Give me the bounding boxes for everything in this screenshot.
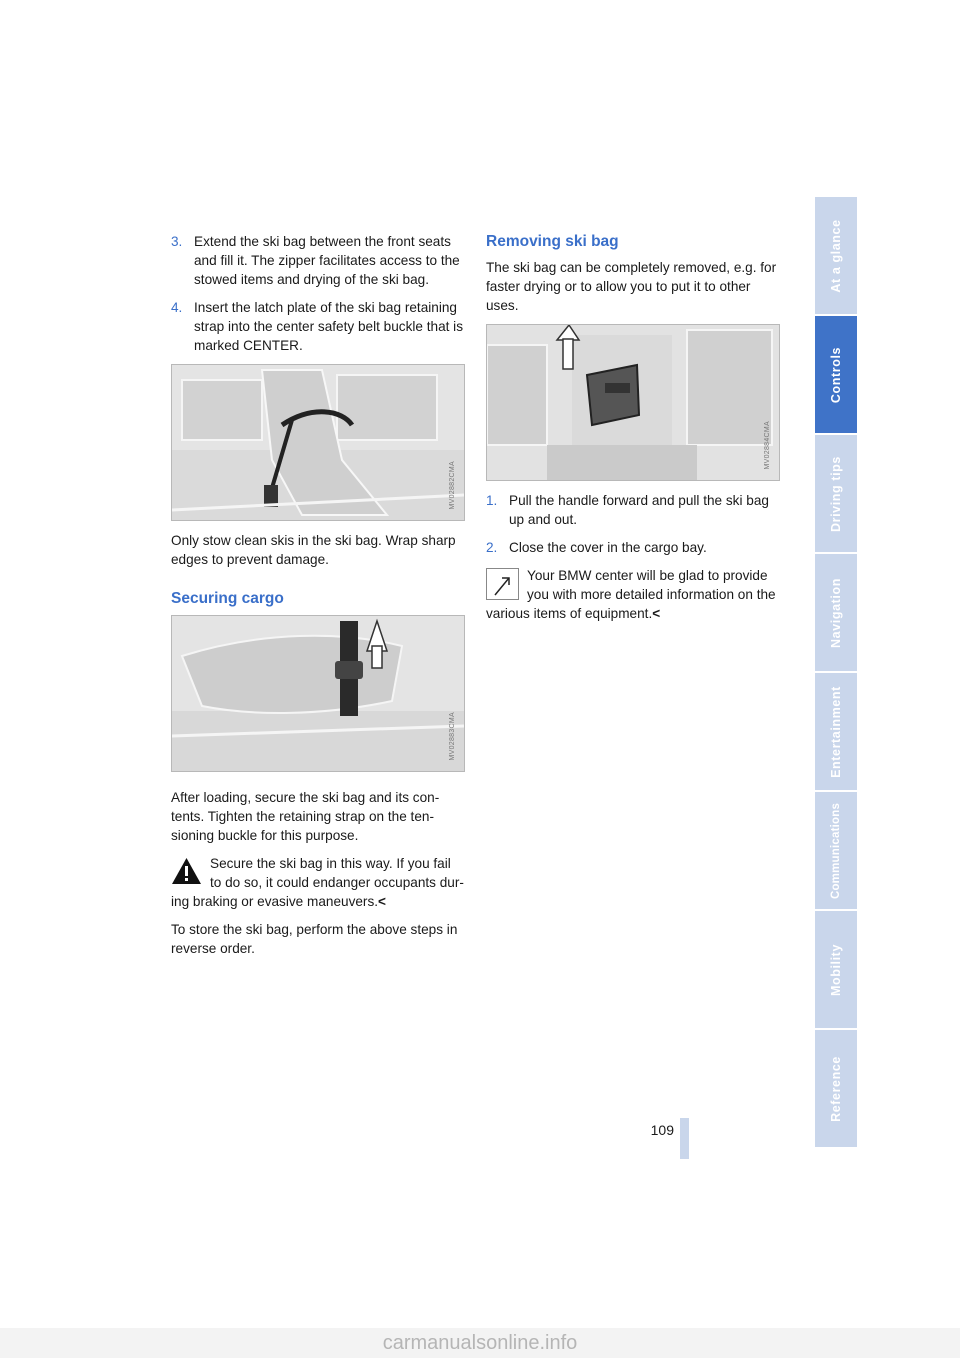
removing-ski-bag-illustration	[486, 324, 780, 481]
section-title-securing-cargo: Securing cargo	[171, 590, 284, 607]
step-number: 4.	[171, 300, 183, 315]
tab-label: Driving tips	[829, 455, 843, 532]
tab-at-a-glance[interactable]	[815, 197, 857, 316]
securing-cargo-illustration	[171, 615, 465, 772]
page-number-bar	[680, 1118, 689, 1159]
tab-navigation[interactable]	[815, 554, 857, 673]
tab-label: Reference	[829, 1055, 843, 1122]
step-3	[171, 232, 465, 289]
paragraph-removing-intro: The ski bag can be completely removed, e.g. for faster drying or to allow you to put it to other uses.	[486, 260, 777, 313]
warning-text: Secure the ski bag in this way. If you fail to do so, it could endanger occupants dur- ing braking or evasive maneuvers.	[171, 856, 464, 909]
figure-code: MV02884CMA	[764, 421, 771, 470]
arrow-note-icon	[486, 568, 519, 600]
step-text: Pull the handle forward and pull the ski bag up and out.	[509, 493, 769, 527]
paragraph-stow-clean-skis: Only stow clean skis in the ski bag. Wrap sharp edges to prevent damage.	[171, 533, 456, 567]
paragraph-store-ski-bag: To store the ski bag, perform the above steps in reverse order.	[171, 922, 458, 956]
step-number: 1.	[486, 493, 498, 508]
info-note	[486, 566, 780, 623]
left-column	[171, 232, 465, 967]
tab-label: Communications	[830, 802, 842, 899]
paragraph-after-loading: After loading, secure the ski bag and its con- tents. Tighten the retaining strap on the ten- sioning buckle for this purpose.	[171, 790, 440, 843]
tab-communications[interactable]	[815, 792, 857, 911]
warning-note	[171, 854, 465, 911]
figure-code: MV02883CMA	[449, 712, 456, 761]
step-1	[486, 491, 780, 529]
tab-label: Controls	[829, 346, 843, 403]
warning-triangle-icon	[171, 856, 202, 886]
tensioning-strap-drawing	[172, 616, 464, 771]
end-marker: <	[378, 894, 386, 909]
tab-label: Entertainment	[829, 685, 843, 778]
step-text: Insert the latch plate of the ski bag retaining strap into the center safety belt buckle that is marked CENTER.	[194, 300, 464, 353]
page-number: 109	[650, 1122, 674, 1138]
tab-label: Navigation	[829, 577, 843, 648]
tab-controls[interactable]	[815, 316, 857, 435]
tab-driving-tips[interactable]	[815, 435, 857, 554]
step-text: Extend the ski bag between the front seats and fill it. The zipper facilitates access to the stowed items and drying of the ski bag.	[194, 234, 460, 287]
tab-reference[interactable]	[815, 1030, 857, 1149]
footer-watermark: carmanualsonline.info	[0, 1328, 960, 1358]
rear-seat-ski-bag-drawing	[172, 365, 464, 520]
step-2	[486, 538, 780, 557]
right-column	[486, 232, 780, 632]
ski-bag-seat-illustration	[171, 364, 465, 521]
tab-entertainment[interactable]	[815, 673, 857, 792]
step-number: 3.	[171, 234, 183, 249]
step-4	[171, 298, 465, 355]
info-note-text: Your BMW center will be glad to provide you with more detailed information on the various items of equipment.	[486, 568, 776, 621]
cargo-bay-handle-drawing	[487, 325, 779, 480]
tab-mobility[interactable]	[815, 911, 857, 1030]
step-text: Close the cover in the cargo bay.	[509, 540, 707, 555]
step-number: 2.	[486, 540, 498, 555]
section-title-removing-ski-bag: Removing ski bag	[486, 233, 619, 250]
figure-code: MV02882CMA	[449, 461, 456, 510]
tab-label: Mobility	[829, 943, 843, 996]
end-marker: <	[652, 606, 661, 621]
tab-label: At a glance	[829, 218, 843, 293]
chapter-sidebar	[815, 197, 857, 1149]
